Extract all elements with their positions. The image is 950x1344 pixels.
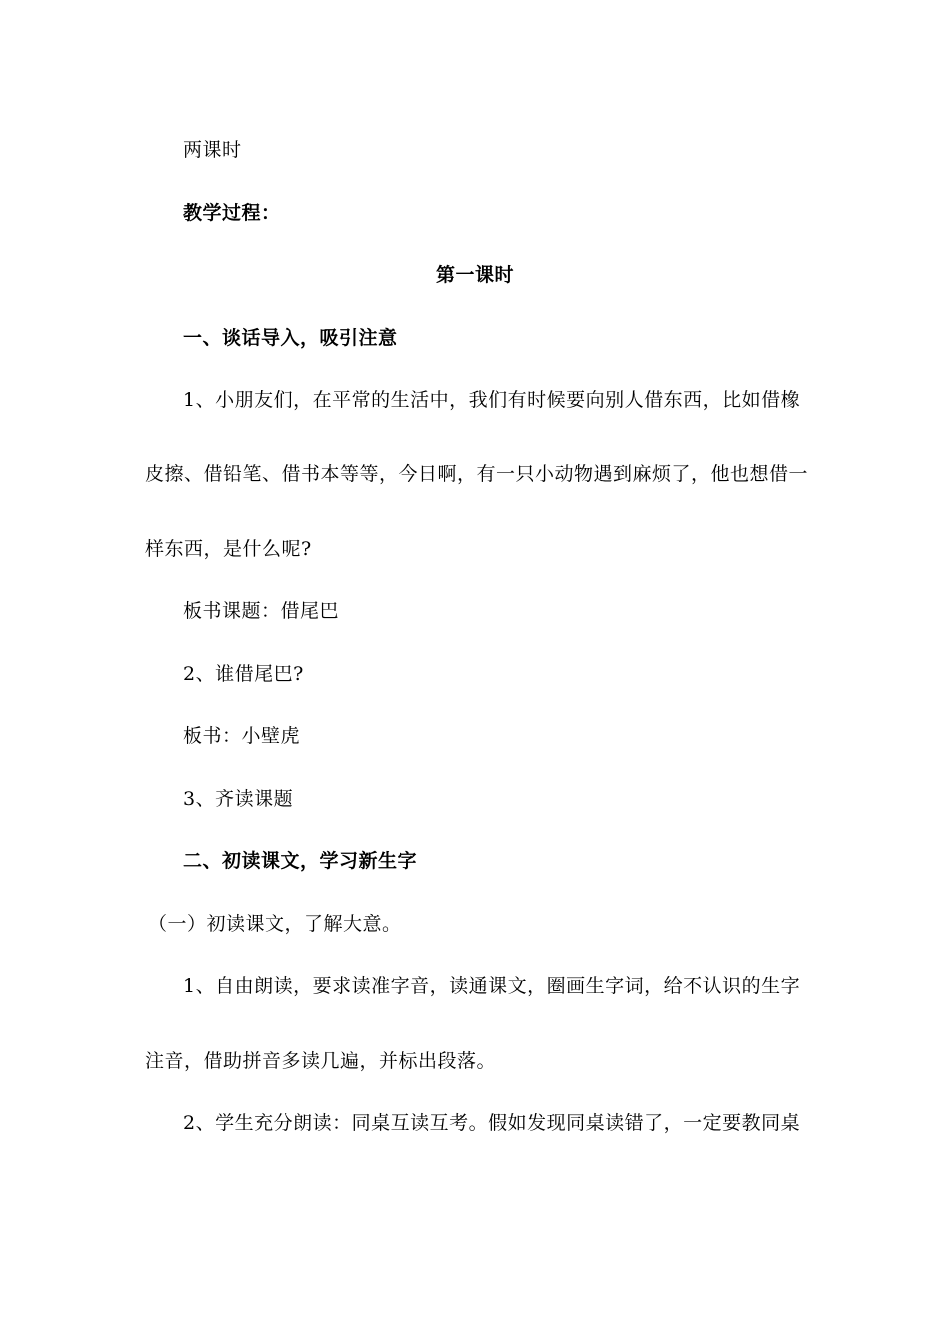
- paragraph-line: 2、谁借尾巴?: [183, 663, 304, 685]
- paragraph-line: 3、齐读课题: [183, 788, 294, 810]
- paragraph-line: 注音，借助拼音多读几遍，并标出段落。: [145, 1050, 497, 1072]
- blackboard-title: 板书课题：借尾巴: [183, 600, 340, 622]
- blackboard-note: 板书：小壁虎: [183, 725, 301, 747]
- lesson-title-first-period: 第一课时: [435, 264, 514, 286]
- paragraph-line: 1、自由朗读，要求读准字音，读通课文，圈画生字词，给不认识的生字: [183, 975, 801, 997]
- section-heading-teaching-process: 教学过程：: [183, 202, 281, 224]
- paragraph-line: 样东西，是什么呢?: [145, 538, 312, 560]
- subsection-heading: （一）初读课文，了解大意。: [148, 913, 402, 935]
- paragraph-line: 1、小朋友们，在平常的生活中，我们有时候要向别人借东西，比如借橡: [183, 389, 801, 411]
- paragraph-line: 2、学生充分朗读：同桌互读互考。假如发现同桌读错了，一定要教同桌: [183, 1112, 801, 1134]
- paragraph-line: 皮擦、借铅笔、借书本等等，今日啊，有一只小动物遇到麻烦了，他也想借一: [145, 463, 809, 485]
- section-heading-2: 二、初读课文，学习新生字: [183, 850, 418, 872]
- lesson-duration: 两课时: [183, 139, 242, 161]
- section-heading-1: 一、谈话导入，吸引注意: [183, 327, 398, 349]
